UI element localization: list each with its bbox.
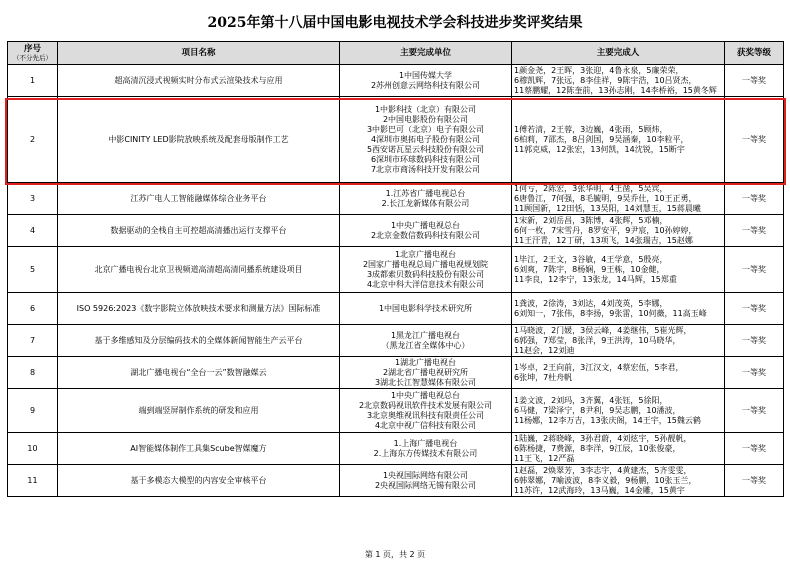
cell-project-name: 超高清沉浸式视频实时分布式云渲染技术与应用 [58,65,340,97]
person-line: 11杨娜，12李万吉，13张庆阁，14王宇，15魏云鹤 [514,415,701,425]
cell-persons [512,215,725,247]
unit-line: 2国家广播电视总局广播电视规划院 [362,259,489,269]
unit-line: 4北京中科大洋信息技术有限公司 [366,279,485,289]
unit-line: 1中央广播电视总台 [390,390,461,400]
unit-line: 7北京市商汤科技开发有限公司 [370,164,481,174]
person-line: 6何一枚，7宋雪丹，8罗安平，9尹宸，10孙婷婷， [514,225,697,235]
unit-line: 3北京奥维视讯科技有限责任公司 [366,410,485,420]
cell-units [340,325,512,357]
cell-units [340,357,512,389]
unit-line: 1中国传媒大学 [398,70,453,80]
cell-seq: 3 [8,183,58,215]
person-line: 11王汗青，12丁研，13项飞，14张瑞吉，15赵娜 [514,235,693,245]
cell-units [340,97,512,183]
unit-line: 4深圳市奥拓电子股份有限公司 [370,134,481,144]
table-row [8,97,784,183]
cell-units [340,183,512,215]
person-line: 11赵会，12刘迪 [514,345,575,355]
cell-project-name: 端到端竖屏制作系统的研发和应用 [58,389,340,433]
person-line: 6穆凯辉，7张远，8李佳祥，9陈宇浩，10吕贤杰， [514,75,697,85]
cell-project-name: 中影CINITY LED影院放映系统及配套母版制作工艺 [58,97,340,183]
table-row [8,247,784,293]
cell-units [340,389,512,433]
cell-project-name: AI智能媒体制作工具集Scube智媒魔方 [58,433,340,465]
person-line: 6唐鲁江，7何强，8毛毓明，9吴乔仕，10王正勇， [514,193,697,203]
table-row [8,293,784,325]
cell-persons [512,465,725,497]
person-line: 1赵磊，2焕翠芳，3李志宇，4黄建杰，5齐雯雯， [514,465,692,475]
cell-project-name: 数据驱动的全栈自主可控超高清播出运行支撑平台 [58,215,340,247]
table-row [8,325,784,357]
cell-units [340,247,512,293]
cell-seq: 5 [8,247,58,293]
cell-units [340,433,512,465]
person-line: 11苏许，12武海玲，13马巍，14金雕，15黄宇 [514,485,685,495]
unit-line: 6深圳市环球数码科技有限公司 [370,154,481,164]
cell-units [340,465,512,497]
unit-line: 1央视国际网络有限公司 [382,470,469,480]
person-line: 1岑卓，2王向前，3江汉文，4蔡宏伍，5李君， [514,362,684,372]
person-line: 1陆巍，2蒋晓峰，3孙君蔚，4刘炫宇，5孙靓帆， [514,433,692,443]
table-row [8,389,784,433]
unit-line: （黑龙江省全媒体中心） [381,340,470,350]
unit-line: 2北京金数信数码科技有限公司 [370,230,481,240]
unit-line: 4北京中视广信科技有限公司 [374,420,477,430]
cell-project-name: 基于多维感知及分层编码技术的全媒体新闻智能生产云平台 [58,325,340,357]
unit-line: 1北京广播电视台 [394,249,457,259]
unit-line: 1中央广播电视总台 [390,220,461,230]
header-seq-note: （不分先后） [13,54,52,62]
cell-units [340,293,512,325]
header-level: 获奖等级 [725,42,784,65]
unit-line: 2中国电影股份有限公司 [382,114,469,124]
cell-persons [512,389,725,433]
header-units: 主要完成单位 [340,42,512,65]
cell-units [340,65,512,97]
cell-project-name: 北京广播电视台北京卫视频道高清超高清同播系统建设项目 [58,247,340,293]
header-seq: 序号 （不分先后） [8,42,58,65]
person-line: 11顾国新，12田恬，13吴阳，14刘慧玉，15蒋晨曦 [514,203,701,213]
cell-seq: 1 [8,65,58,97]
table-row [8,65,784,97]
person-line: 1何亏，2陈宏，3张华明，4王凿，5吴宾， [514,183,668,193]
cell-level: 一等奖 [725,389,784,433]
cell-seq: 7 [8,325,58,357]
unit-line: 1湖北广播电视台 [394,357,457,367]
person-line: 1姜文波，2刘玛，3齐翼，4张钰，5徐阳， [514,395,668,405]
cell-project-name: ISO 5926:2023《数字影院立体放映技术要求和测量方法》国际标准 [58,293,340,325]
cell-seq: 8 [8,357,58,389]
table-header-row [8,42,784,65]
unit-line: 2央视国际网络无锡有限公司 [374,480,477,490]
unit-line: 2苏州创意云网络科技有限公司 [370,80,481,90]
unit-line: 2湖北省广播电视研究所 [382,367,469,377]
person-line: 6刘知一，7张伟，8李扬，9张雷，10何薇，11高玉峰 [514,308,707,318]
person-line: 6刘爽，7陈宇，8杨娴，9王栋，10金健， [514,264,665,274]
cell-level: 一等奖 [725,215,784,247]
header-persons: 主要完成人 [512,42,725,65]
unit-line: 1黑龙江广播电视台 [390,330,461,340]
person-line: 1傅若清，2王蓉，3边巍，4张雨，5顾炜， [514,124,668,134]
cell-persons [512,183,725,215]
table-row [8,183,784,215]
table-row [8,433,784,465]
cell-level: 一等奖 [725,97,784,183]
person-line: 11郭克威，12张宏，13何凯，14沈锐，15断宇 [514,144,685,154]
unit-line: 1中影科技（北京）有限公司 [374,104,477,114]
cell-seq: 6 [8,293,58,325]
unit-line: 3中影巴可（北京）电子有限公司 [366,124,485,134]
unit-line: 1中国电影科学技术研究所 [378,303,473,313]
person-line: 6柏莉，7邵杰，8吕剑国，9吴涵秦，10李粒平， [514,134,689,144]
cell-units [340,215,512,247]
cell-seq: 9 [8,389,58,433]
person-line: 6郭强，7郑莹，8张洋，9王洪涛，10马晓华， [514,335,681,345]
cell-level: 一等奖 [725,433,784,465]
cell-level: 一等奖 [725,183,784,215]
cell-seq: 10 [8,433,58,465]
cell-level: 一等奖 [725,65,784,97]
unit-line: 5西安诺瓦星云科技股份有限公司 [366,144,485,154]
cell-project-name: 江苏广电人工智能融媒体综合业务平台 [58,183,340,215]
person-line: 1颜金尧，2王晖，3张迎，4鲁永泉，5廉荣荣， [514,65,684,75]
cell-persons [512,65,725,97]
table-row [8,215,784,247]
unit-line: 2北京数码视讯软件技术发展有限公司 [358,400,493,410]
cell-persons [512,325,725,357]
unit-line: 3成都索贝数码科技股份有限公司 [366,269,485,279]
page-footer: 第 1 页，共 2 页 [364,550,426,559]
cell-persons [512,433,725,465]
person-line: 6韩翠娜，7喻波波，8李义毅，9杨鹏，10张玉兰， [514,475,697,485]
cell-seq: 11 [8,465,58,497]
unit-line: 3湖北长江智慧媒体有限公司 [374,377,477,387]
unit-line: 2.上海东方传媒技术有限公司 [373,448,478,458]
awards-table [7,41,784,497]
cell-level: 一等奖 [725,325,784,357]
cell-persons [512,293,725,325]
person-line: 6张坤，7杜舟帆 [514,372,573,382]
person-line: 1宋新，2刘岳昌，3陈博，4张辉，5邓楠， [514,215,668,225]
person-line: 1龚波，2徐涛，3刘达，4刘茂英，5李娜， [514,298,668,308]
person-line: 11蔡鹏耀，12陈奎前，13孙志刚，14李桥裕，15黄冬辉 [514,85,717,95]
table-row [8,465,784,497]
cell-level: 一等奖 [725,465,784,497]
person-line: 11李良，12李宁，13张龙，14马辉，15郑重 [514,274,677,284]
person-line: 6陈杨捷，7费源，8李洋，9江辰，10张俊豪， [514,443,681,453]
cell-level: 一等奖 [725,247,784,293]
cell-seq: 4 [8,215,58,247]
cell-seq: 2 [8,97,58,183]
person-line: 6马健，7梁泽宁，8尹利，9吴志鹏，10潘波， [514,405,681,415]
table-row [8,357,784,389]
page-title: 2025年第十八届中国电影电视技术学会科技进步奖评奖结果 [207,15,583,31]
cell-persons [512,97,725,183]
header-project: 项目名称 [58,42,340,65]
cell-level: 一等奖 [725,293,784,325]
cell-level: 一等奖 [725,357,784,389]
unit-line: 1.上海广播电视台 [393,438,458,448]
unit-line: 1.江苏省广播电视总台 [385,188,466,198]
cell-project-name: 湖北广播电视台“全台一云”数智融媒云 [58,357,340,389]
cell-persons [512,357,725,389]
person-line: 11王飞，12严磊 [514,453,575,463]
unit-line: 2.长江龙新媒体有限公司 [381,198,470,208]
person-line: 1毕江，2王文，3谷敏，4王学意，5殷亮， [514,254,668,264]
cell-persons [512,247,725,293]
person-line: 1马晓波，2门媛，3侯云峰，4姜继伟，5崔光辉， [514,325,692,335]
cell-project-name: 基于多模态大模型的内容安全审核平台 [58,465,340,497]
